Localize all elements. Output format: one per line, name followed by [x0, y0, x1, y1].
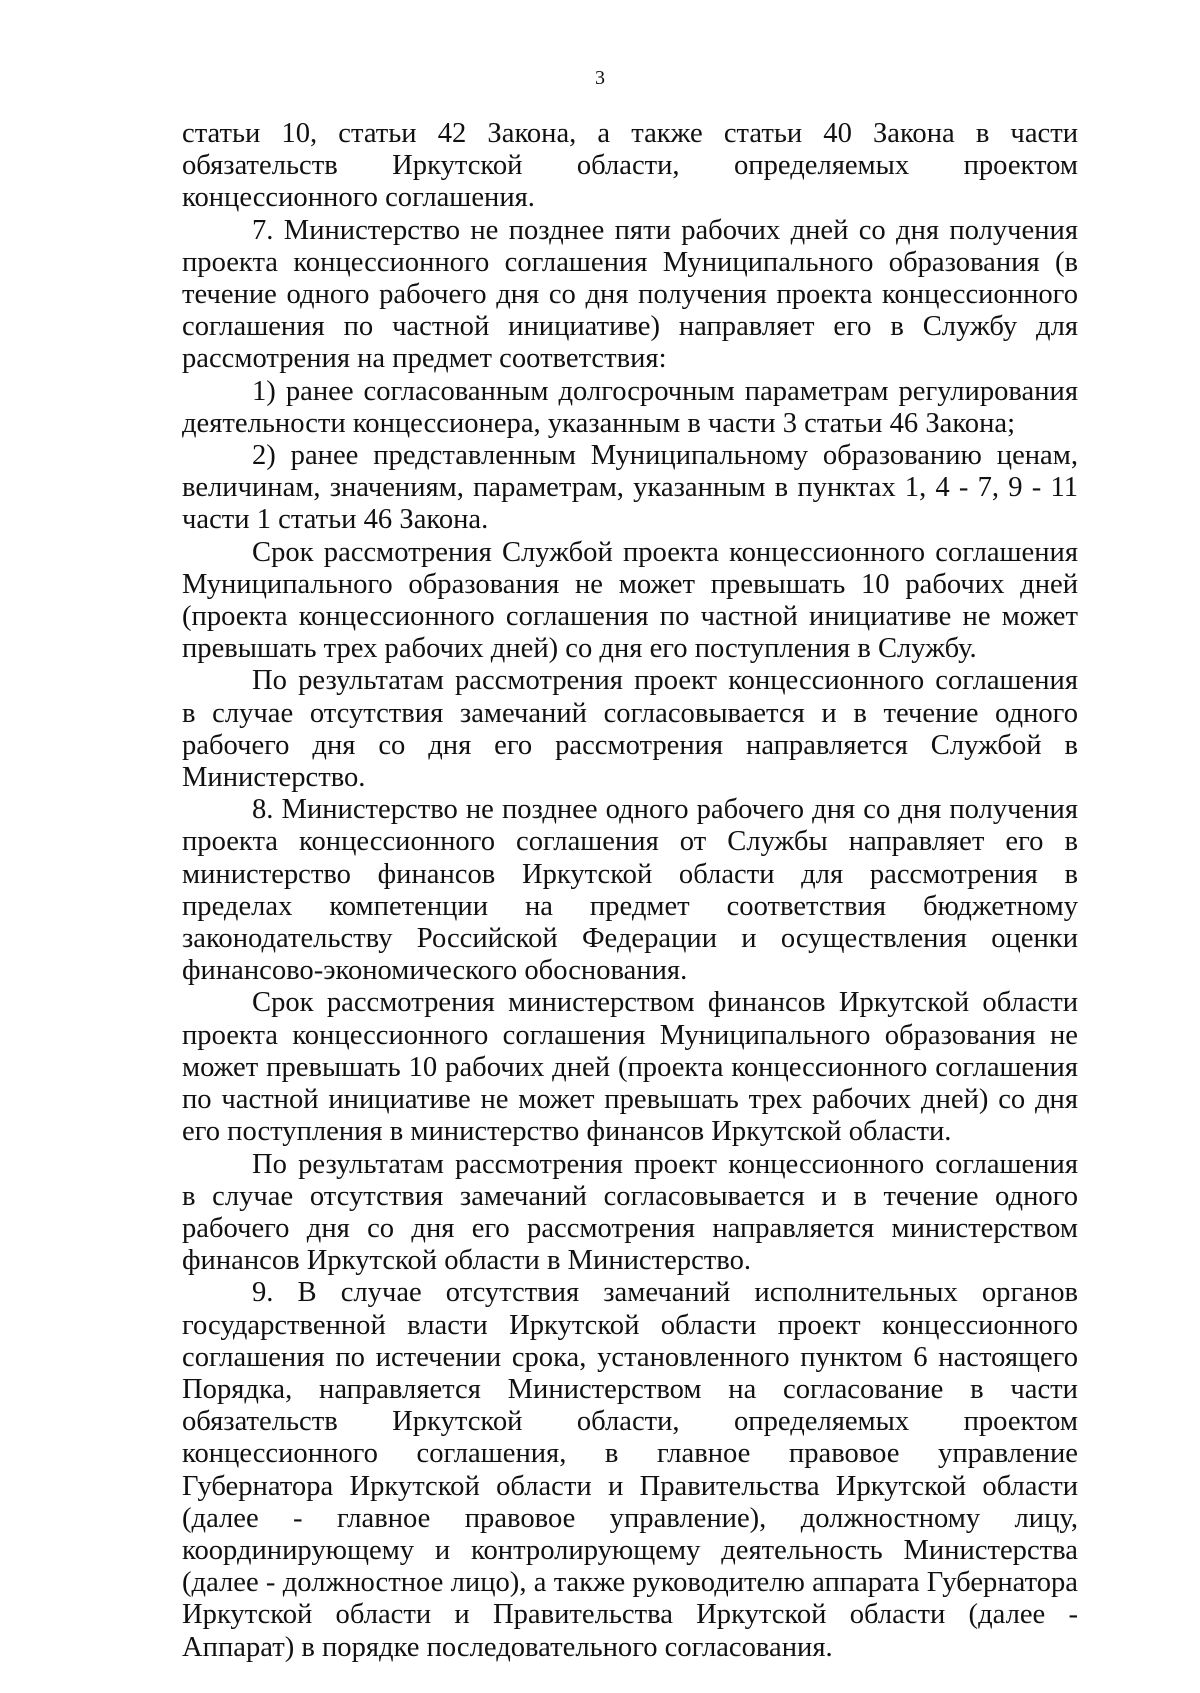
document-body: [182, 118, 1078, 1664]
paragraph-finance-review-term: Срок рассмотрения министерством финансов Иркутской области проекта концессионного соглашения Муниципального образования не может превышать 10 рабочих дней (проекта концессионного соглашения по частной инициативе не может превышать трех рабочих дней) со дня его поступления в министерство финансов Иркутской области.: [182, 987, 1078, 1148]
paragraph-item-7: 7. Министерство не позднее пяти рабочих дней со дня получения проекта концессионного соглашения Муниципального образования (в течение одного рабочего дня со дня получения проекта концессионного соглашения по частной инициативе) направляет его в Службу для рассмотрения на предмет соответствия:: [182, 214, 1078, 375]
paragraph-subitem-2: 2) ранее представленным Муниципальному образованию ценам, величинам, значениям, параметрам, указанным в пунктах 1, 4 - 7, 9 - 11 части 1 статьи 46 Закона.: [182, 440, 1078, 536]
paragraph-finance-review-result: По результатам рассмотрения проект концессионного соглашения в случае отсутствия замечаний согласовывается и в течение одного рабочего дня со дня его рассмотрения направляется министерством финансов Иркутской области в Министерство.: [182, 1148, 1078, 1277]
paragraph-service-review-result: По результатам рассмотрения проект концессионного соглашения в случае отсутствия замечаний согласовывается и в течение одного рабочего дня со дня его рассмотрения направляется Службой в Министерство.: [182, 665, 1078, 794]
paragraph-subitem-1: 1) ранее согласованным долгосрочным параметрам регулирования деятельности концессионера, указанным в части 3 статьи 46 Закона;: [182, 375, 1078, 439]
paragraph-continuation: статьи 10, статьи 42 Закона, а также статьи 40 Закона в части обязательств Иркутской области, определяемых проектом концессионного соглашения.: [182, 118, 1078, 214]
paragraph-item-8: 8. Министерство не позднее одного рабочего дня со дня получения проекта концессионного соглашения от Службы направляет его в министерство финансов Иркутской области для рассмотрения в пределах компетенции на предмет соответствия бюджетному законодательству Российской Федерации и осуществления оценки финансово-экономического обоснования.: [182, 794, 1078, 987]
paragraph-item-9: 9. В случае отсутствия замечаний исполнительных органов государственной власти Иркутской области проект концессионного соглашения по истечении срока, установленного пунктом 6 настоящего Порядка, направляется Министерством на согласование в части обязательств Иркутской области, определяемых проектом концессионного соглашения, в главное правовое управление Губернатора Иркутской области и Правительства Иркутской области (далее - главное правовое управление), должностному лицу, координирующему и контролирующему деятельность Министерства (далее - должностное лицо), а также руководителю аппарата Губернатора Иркутской области и Правительства Иркутской области (далее - Аппарат) в порядке последовательного согласования.: [182, 1277, 1078, 1663]
paragraph-service-review-term: Срок рассмотрения Службой проекта концессионного соглашения Муниципального образования не может превышать 10 рабочих дней (проекта концессионного соглашения по частной инициативе не может превышать трех рабочих дней) со дня его поступления в Службу.: [182, 536, 1078, 665]
page-number: 3: [595, 67, 605, 89]
